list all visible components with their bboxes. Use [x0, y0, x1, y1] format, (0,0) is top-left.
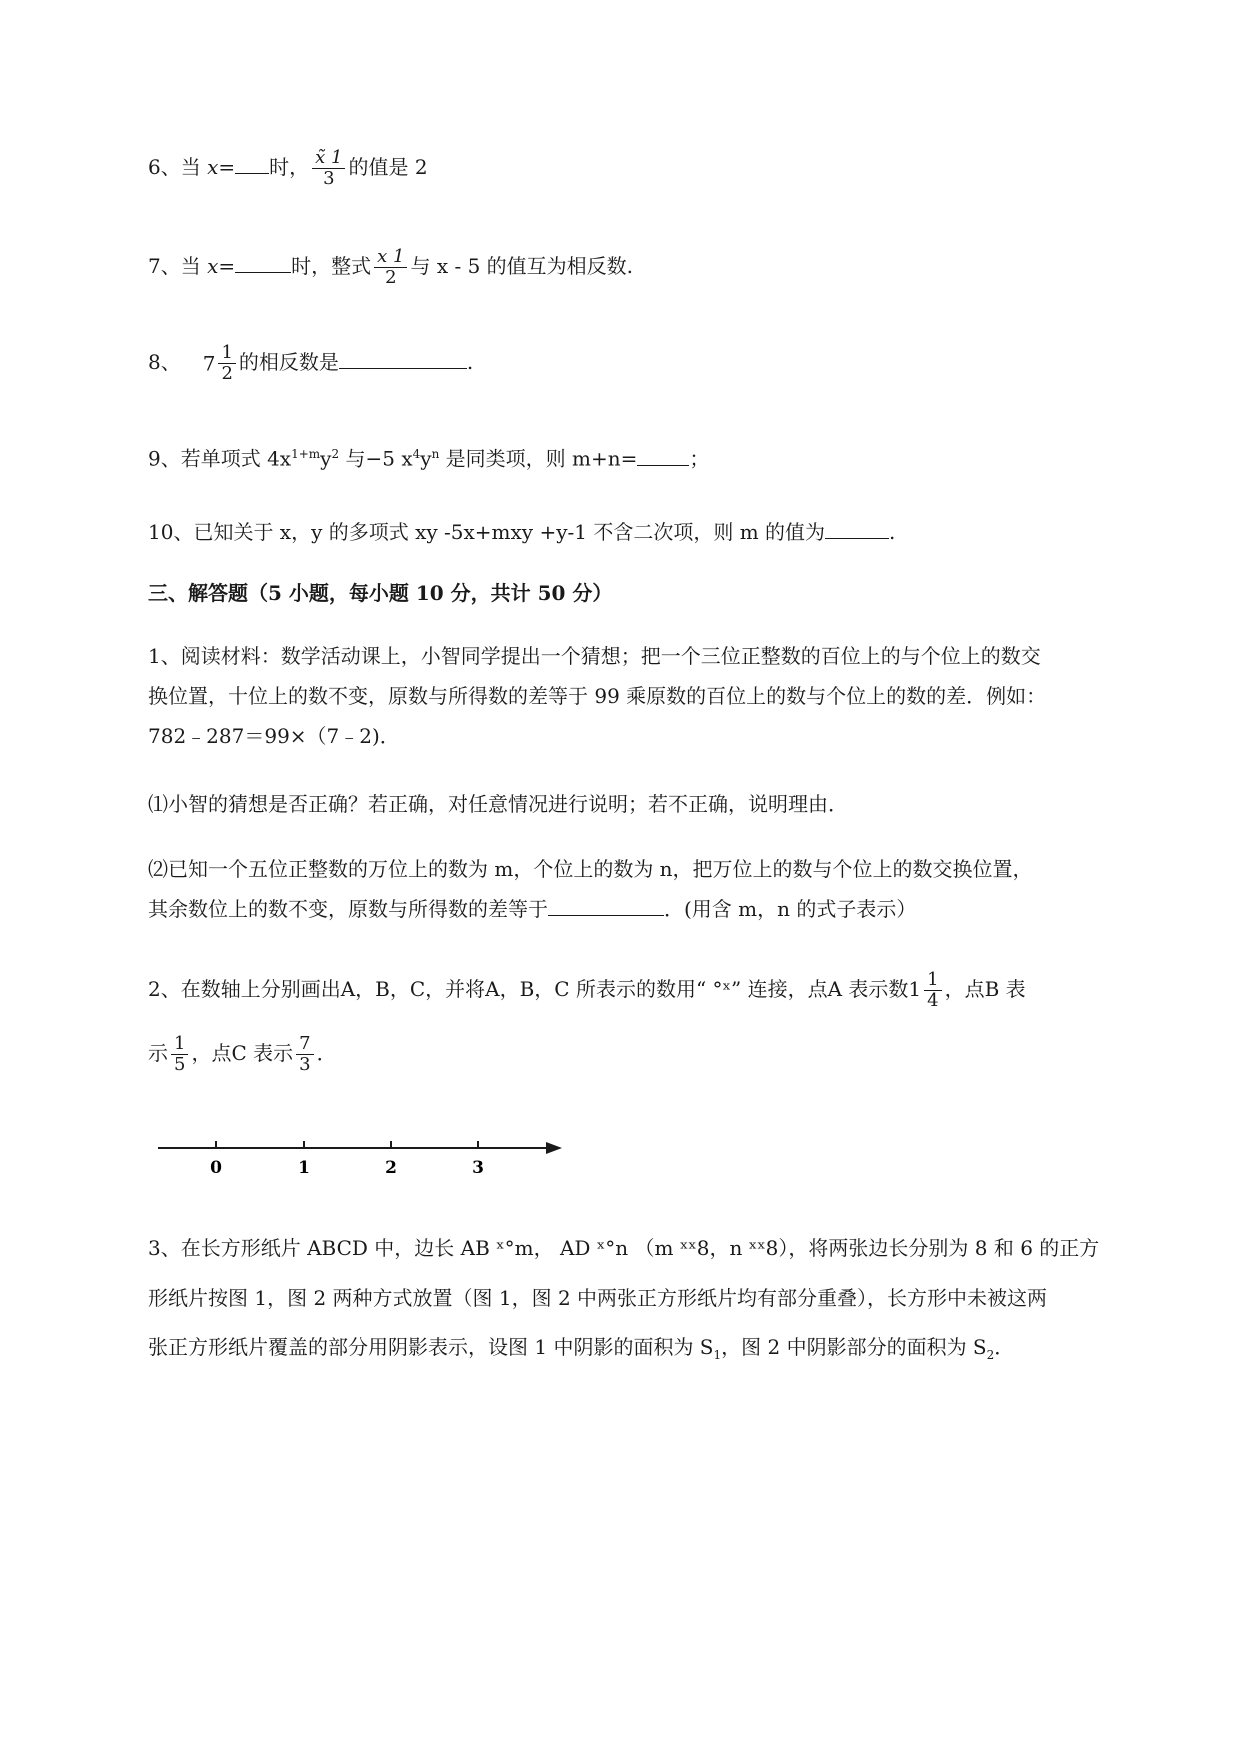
question-text: 的值是 2: [348, 155, 428, 179]
problem-text: ，图 2 中阴影部分的面积为 S: [721, 1335, 987, 1359]
problem-1-line-2: [148, 680, 1046, 712]
fraction-denominator: 5: [174, 1054, 186, 1075]
question-6: [148, 148, 428, 189]
fraction-numerator: 1: [218, 343, 235, 364]
problem-1-subquestion-1: [148, 788, 848, 820]
problem-1-line-1: [148, 640, 1041, 672]
variable-x: x: [207, 254, 219, 278]
problem-text: 782﹣287＝99×（7﹣2)．: [148, 724, 400, 748]
exponent: 4: [412, 447, 421, 461]
problem-text: 形纸片按图 1，图 2 两种方式放置（图 1，图 2 中两张正方形纸片均有部分重叠），长方形中未被这两: [148, 1286, 1048, 1310]
answer-blank[interactable]: [235, 250, 291, 273]
question-9: [148, 438, 709, 475]
problem-text: 示: [148, 1041, 168, 1065]
question-number: 6、当: [148, 155, 208, 179]
problem-2-line-1: [148, 970, 1026, 1011]
answer-blank[interactable]: [637, 443, 689, 466]
exponent: 2: [331, 447, 340, 461]
exponent: n: [431, 447, 440, 461]
fraction: [374, 247, 407, 288]
fraction-denominator: 2: [385, 267, 397, 288]
fraction: [924, 970, 941, 1011]
question-text: 时，整式: [291, 254, 372, 278]
equals-sign: =: [218, 254, 236, 278]
problem-2-line-2: [148, 1034, 337, 1075]
subscript: 1: [713, 1348, 722, 1362]
problem-1-line-3: [148, 720, 400, 752]
question-text: 时，: [269, 155, 310, 179]
question-7: [148, 247, 633, 288]
problem-3-line-3: [148, 1331, 1014, 1371]
subscript: 2: [986, 1348, 995, 1362]
tick-label: 2: [385, 1158, 397, 1178]
problem-text: 1、阅读材料：数学活动课上，小智同学提出一个猜想；把一个三位正整数的百位上的与个位上的数交: [148, 644, 1041, 668]
tick-label: 1: [298, 1158, 310, 1178]
fraction: [296, 1034, 313, 1075]
fraction-denominator: 3: [323, 168, 335, 189]
subquestion-text: 其余数位上的数不变，原数与所得数的差等于: [148, 897, 548, 921]
variable-y: y: [420, 446, 432, 471]
question-text: 与 x - 5 的值互为相反数.: [410, 254, 634, 278]
question-10: [148, 516, 895, 548]
problem-text: ，点C 表示: [191, 1041, 294, 1065]
variable-y: y: [320, 446, 332, 471]
tick-label: 0: [210, 1158, 222, 1178]
subquestion-text: ．(用含 m，n 的式子表示）: [664, 897, 917, 921]
question-number: 8、: [148, 350, 181, 374]
problem-text: 3、在长方形纸片 ABCD 中，边长 AB ˣ°m， AD ˣ°n （m ˣˣ8，n ˣˣ8），将两张边长分别为 8 和 6 的正方: [148, 1236, 1100, 1260]
question-text: 是同类项，则 m+n=: [439, 446, 638, 471]
subquestion-text: ⑵已知一个五位正整数的万位上的数为 m，个位上的数为 n，把万位上的数与个位上的数交换位置，: [148, 857, 1033, 881]
problem-3-line-2: [148, 1282, 1047, 1314]
period: .: [466, 350, 474, 374]
problem-3-line-1: [148, 1232, 1099, 1264]
fraction: [171, 1034, 188, 1075]
question-number: 7、当: [148, 254, 208, 278]
mixed-number-whole: 7: [202, 351, 216, 376]
answer-blank[interactable]: [235, 151, 269, 174]
answer-blank[interactable]: [548, 893, 664, 916]
fraction: [218, 343, 235, 384]
question-8: [148, 343, 473, 384]
section-title: 三、解答题（5 小题，每小题 10 分，共计 50 分）: [148, 581, 613, 605]
problem-1-subquestion-2: [148, 853, 1033, 885]
section-heading: [148, 577, 612, 609]
number-line: [150, 1138, 570, 1188]
period: .: [889, 520, 896, 544]
problem-text: ，点B 表: [944, 977, 1026, 1001]
fraction-numerator: x̃ 1: [312, 148, 345, 169]
semicolon: ；: [689, 446, 710, 471]
answer-blank[interactable]: [825, 516, 889, 539]
period: ．: [994, 1335, 1015, 1359]
question-text: 的相反数是: [238, 350, 339, 374]
question-text: 10、已知关于 x，y 的多项式 xy -5x+mxy +y-1 不含二次项，则 m 的值为: [148, 520, 826, 544]
fraction-numerator: 1: [924, 970, 941, 991]
fraction-denominator: 2: [221, 363, 233, 384]
problem-text: 2、在数轴上分别画出A，B，C，并将A，B，C 所表示的数用“ °ˣ” 连接，点A 表示数1: [148, 977, 922, 1001]
fraction-numerator: 1: [171, 1034, 188, 1055]
problem-1-subquestion-2-cont: [148, 893, 916, 925]
variable-x: x: [207, 155, 219, 179]
subquestion-text: ⑴小智的猜想是否正确？若正确，对任意情况进行说明；若不正确，说明理由．: [148, 792, 848, 816]
exponent: 1+m: [291, 447, 321, 461]
equals-sign: =: [218, 155, 236, 179]
problem-text: ．: [316, 1041, 337, 1065]
fraction-numerator: 7: [296, 1034, 313, 1055]
question-text: 与−5 x: [339, 446, 413, 471]
tick-label: 3: [472, 1158, 484, 1178]
fraction-denominator: 3: [299, 1054, 311, 1075]
fraction-denominator: 4: [927, 990, 939, 1011]
fraction-numerator: x 1: [374, 247, 407, 268]
problem-text: 换位置，十位上的数不变，原数与所得数的差等于 99 乘原数的百位上的数与个位上的数的差．例如：: [148, 684, 1047, 708]
answer-blank[interactable]: [339, 346, 467, 369]
arrow-icon: [546, 1142, 562, 1154]
problem-text: 张正方形纸片覆盖的部分用阴影表示，设图 1 中阴影的面积为 S: [148, 1335, 714, 1359]
question-text: 9、若单项式 4x: [148, 446, 292, 471]
fraction: [312, 148, 345, 189]
